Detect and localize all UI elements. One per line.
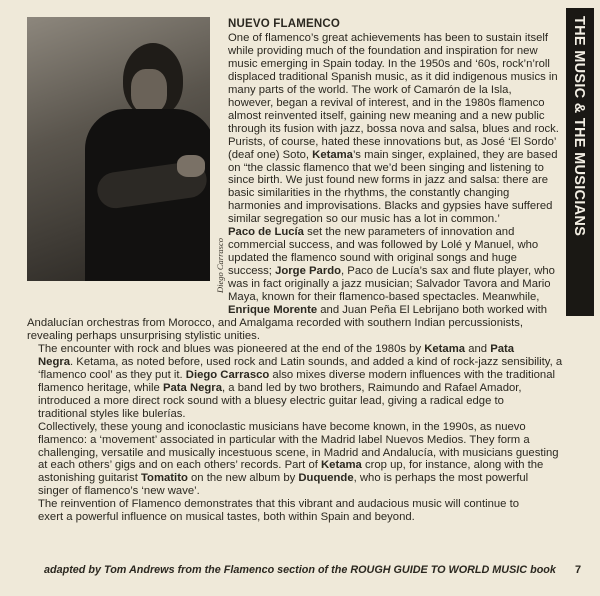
text-line: displaced traditional Spanish music, as it did indigenous musics in (228, 70, 558, 83)
paragraph-5 (27, 498, 567, 524)
full-width-text (27, 317, 567, 524)
text-line: challenging, versatile and musically incestuous scene, in Madrid and Andalucía, with musicians guesting (38, 446, 559, 459)
text-line: updated the flamenco sound with original songs and huge (228, 252, 517, 265)
paragraph-3 (27, 343, 567, 421)
portrait-photo (27, 17, 210, 281)
text-line: music emerging in Spain today. In the 1950s and ‘60s, rock’n’roll (228, 57, 550, 70)
text-line: basic similarities in the rhythms, the constantly changing (228, 187, 510, 200)
text-line: was in fact originally a jazz musician; Salvador Tavora and Mario (228, 278, 551, 291)
text-line: (deaf one) Soto, Ketama’s main singer, explained, they are based (228, 148, 558, 161)
text-line: Maya, known for their flamenco-based spectacles. Meanwhile, (228, 291, 540, 304)
text-line: flamenco: a ‘movement’ associated in particular with the Madrid label Nuevos Medios. They form a (38, 433, 530, 446)
text-line: however, began a revival of interest, and in the 1980s flamenco (228, 96, 545, 109)
text-line: The reinvention of Flamenco demonstrates that this vibrant and audacious music will continue to (38, 498, 520, 511)
text-line: almost reinvented itself, gaining new meaning and a new public (228, 109, 545, 122)
text-line: The encounter with rock and blues was pioneered at the end of the 1980s by Ketama and Pata (38, 342, 515, 355)
text-line: through its fusion with jazz, bossa nova and salsa, blues and rock. (228, 122, 559, 135)
text-line: Paco de Lucía set the new parameters of innovation and (228, 226, 515, 239)
section-sidebar (566, 8, 594, 316)
text-line: while providing much of the foundation and inspiration for new (228, 44, 538, 57)
text-line: ‘flamenco cool’ as they put it. Diego Carrasco also mixes diverse modern influences with the traditional (38, 368, 555, 381)
text-line: many parts of the world. The work of Camarón de la Isla, (228, 83, 512, 96)
photo-credit: Diego Carrasco (215, 238, 225, 294)
text-line: success; Jorge Pardo, Paco de Lucía’s sax and flute player, who (228, 265, 555, 278)
text-line: astonishing guitarist Tomatito on the new album by Duquende, who is perhaps the most powerful (38, 472, 529, 485)
paragraph-2 (228, 226, 560, 317)
paragraph-2-continued (27, 317, 567, 343)
article-heading: NUEVO FLAMENCO (228, 18, 341, 30)
paragraph-1 (228, 32, 560, 226)
text-line: introduced a more direct rock sound with a bluesy electric guitar lead, giving a radical edge to (38, 394, 504, 407)
text-line: Enrique Morente and Juan Peña El Lebrijano both worked with (228, 304, 547, 317)
text-line: Collectively, these young and iconoclastic musicians have become known, in the 1990s, as nuevo (38, 420, 526, 433)
text-line: since birth. We just found new forms in jazz and salsa: there are (228, 174, 549, 187)
footer-credit: adapted by Tom Andrews from the Flamenco section of the ROUGH GUIDE TO WORLD MUSIC book (44, 564, 556, 576)
text-line: Negra. Ketama, as noted before, used rock and Latin sounds, and added a kind of rock-jazz sensibility, a (38, 355, 563, 368)
sidebar-title: THE MUSIC & THE MUSICIANS (571, 16, 587, 237)
text-line: similar segregation so our music has a lot in common.’ (228, 213, 500, 226)
text-line: Andalucían orchestras from Morocco, and Amalgama recorded with southern Indian percussionists, (27, 317, 524, 329)
text-line: on “the classic flamenco that we’d been singing and listening to (228, 161, 544, 174)
text-line: at each others’ gigs and on each others’ records. Part of Ketama crop up, for instance, along with the (38, 459, 544, 472)
text-line: revealing perhaps unsurprising stylistic unities. (27, 329, 260, 342)
text-line: flamenco heritage, while Pata Negra, a band led by two brothers, Raimundo and Rafael Amador, (38, 381, 522, 394)
text-line: exert a powerful influence on musical tastes, both within Spain and beyond. (38, 511, 415, 524)
text-line: traditional styles like bulerías. (38, 407, 186, 420)
paragraph-4 (27, 421, 567, 499)
text-line: One of flamenco’s great achievements has been to sustain itself (228, 32, 549, 44)
text-line: Purists, of course, hated these innovations but, as José ‘El Sordo’ (228, 135, 557, 148)
text-line: commercial success, and was followed by Lolé y Manuel, who (228, 239, 539, 252)
right-column-text (228, 32, 560, 317)
page-number: 7 (575, 564, 582, 576)
text-line: harmonies and improvisations. Blacks and gypsies have suffered (228, 200, 553, 213)
text-line: singer of flamenco’s ‘new wave’. (38, 485, 200, 498)
